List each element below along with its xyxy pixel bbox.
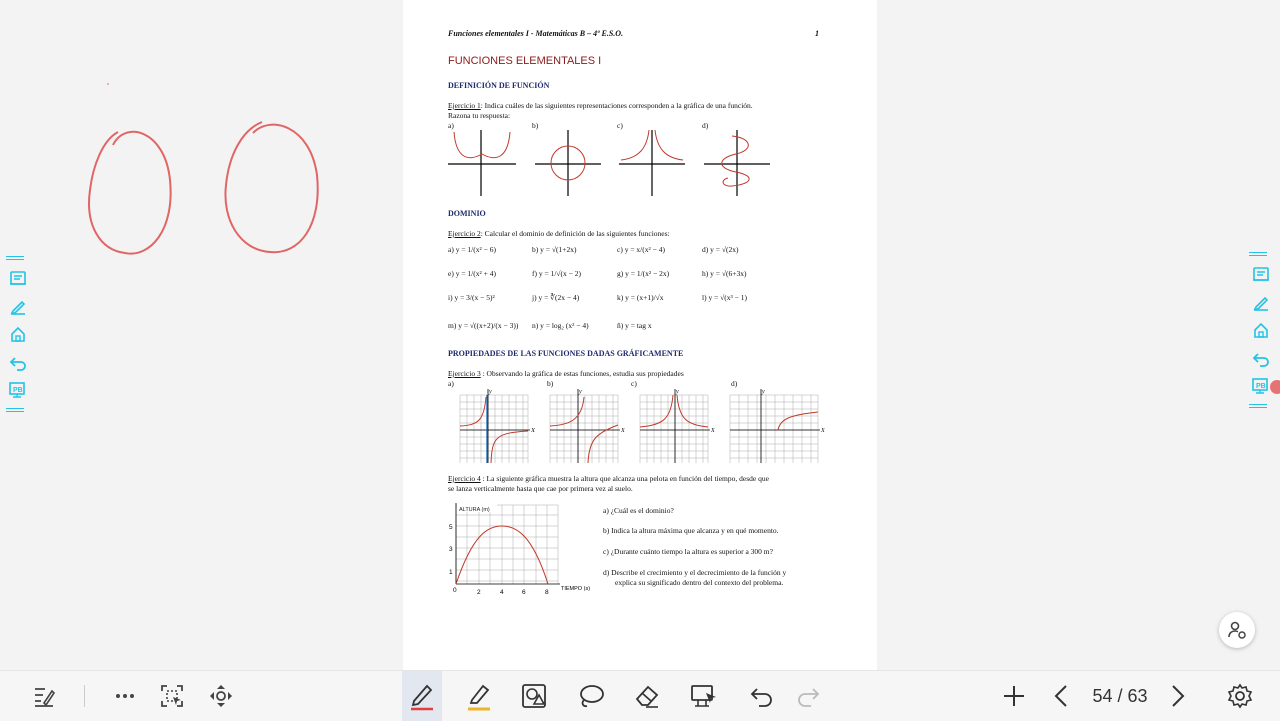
ex1-letter: b) [532, 121, 539, 130]
ex4-x-tick: 8 [545, 589, 549, 596]
function-item: h) y = √(6+3x) [702, 269, 747, 278]
side-divider [6, 252, 30, 264]
grid-lines [456, 505, 558, 584]
ex3-graph-a [458, 385, 538, 465]
note-icon[interactable] [1249, 260, 1273, 288]
toolbar-divider [84, 685, 85, 707]
undo-icon [749, 684, 775, 708]
function-item: j) y = ∛(2x − 4) [532, 293, 580, 302]
question-c: c) ¿Durante cuánto tiempo la altura es superior a 300 m? [603, 547, 773, 556]
pen-cursor-dot [1270, 380, 1280, 394]
ex1-letter: d) [702, 121, 709, 130]
axis-x-label: X [711, 428, 715, 434]
function-item: c) y = x/(x² − 4) [617, 245, 665, 254]
home-icon[interactable] [1249, 316, 1273, 344]
ex4-x-tick: 6 [522, 589, 526, 596]
collapse-toolbar-icon [31, 683, 57, 709]
select-button[interactable] [152, 671, 192, 721]
ex1-graph-c [617, 128, 687, 198]
bottom-toolbar [0, 670, 1280, 721]
ex4-x-tick: 0 [453, 587, 457, 594]
ex1-letter: a) [448, 121, 454, 130]
function-item: n) y = log₂ (x² − 4) [532, 321, 589, 330]
ex1-graph-a [448, 128, 518, 198]
add-page-button[interactable] [994, 671, 1034, 721]
function-item: i) y = 3/(x − 5)² [448, 293, 495, 302]
function-item: m) y = √((x+2)/(x − 3)) [448, 321, 519, 330]
axis-x-label: X [531, 427, 535, 434]
ex3-letter: b) [547, 379, 554, 388]
ex3-graph-d [728, 385, 828, 465]
ex1-graph-b [533, 128, 603, 198]
grid-lines [640, 395, 708, 463]
settings-button[interactable] [1220, 671, 1260, 721]
annotation-dot [107, 83, 109, 85]
ex3-letter: a) [448, 379, 454, 388]
redo-button[interactable] [788, 671, 828, 721]
ex4-x-title: TIEMPO (s) [561, 586, 591, 592]
axis-x-label: X [621, 428, 625, 434]
axis-y-label: y [676, 389, 679, 395]
move-button[interactable] [201, 671, 241, 721]
ex3-graph-b [548, 385, 628, 465]
running-header: Funciones elementales I - Matemáticas B – 4º E.S.O. [448, 29, 624, 38]
ex4-y-tick: 5 [449, 524, 453, 531]
settings-icon [1227, 683, 1253, 709]
move-icon [208, 683, 234, 709]
grid-lines [730, 395, 818, 463]
page-number: 1 [815, 29, 819, 38]
more-button[interactable] [105, 671, 145, 721]
user-settings-button[interactable] [1219, 612, 1255, 648]
note-icon[interactable] [6, 264, 30, 292]
ex4-y-tick: 1 [449, 569, 453, 576]
lasso-tool-button[interactable] [571, 671, 611, 721]
insert-icon [690, 683, 718, 709]
function-item: l) y = √(x³ − 1) [702, 293, 748, 302]
select-icon [159, 683, 185, 709]
axis-y-label: y [579, 389, 582, 395]
more-icon [113, 684, 137, 708]
pen-tool-button[interactable] [402, 671, 442, 721]
prev-page-button[interactable] [1042, 671, 1082, 721]
back-icon[interactable] [1249, 344, 1273, 372]
ex4-y-title: ALTURA (m) [459, 507, 490, 513]
function-item: k) y = (x+1)/√x [617, 293, 664, 302]
function-item: b) y = √(1+2x) [532, 245, 577, 254]
ex4-x-tick: 4 [500, 589, 504, 596]
exercise-1-text: Ejercicio 1: Indica cuáles de las siguientes representaciones corresponden a la gráfica de una función. [448, 101, 753, 110]
axis-y-label: y [762, 389, 765, 395]
pen-icon[interactable] [1249, 288, 1273, 316]
function-item: e) y = 1/(x² + 4) [448, 269, 496, 278]
ex1-graph-d [702, 128, 772, 198]
svg-text:PB: PB [13, 387, 23, 394]
prev-page-icon [1050, 684, 1074, 708]
axis-y-label: y [489, 389, 492, 395]
redo-icon [795, 684, 821, 708]
left-side-toolbar [6, 252, 30, 416]
user-gear-icon [1227, 620, 1247, 640]
main-title: FUNCIONES ELEMENTALES I [448, 55, 602, 67]
undo-button[interactable] [742, 671, 782, 721]
back-icon[interactable] [6, 348, 30, 376]
function-item: ñ) y = tag x [617, 321, 652, 330]
question-d-cont: explica su significado dentro del contexto del problema. [615, 578, 784, 587]
exercise-4-text2: se lanza verticalmente hasta que cae por primera vez al suelo. [448, 484, 633, 493]
shape-icon [521, 683, 547, 709]
home-icon[interactable] [6, 320, 30, 348]
exercise-4-text: Ejercicio 4 : La siguiente gráfica muestra la altura que alcanza una pelota en función del tiempo, desde que [448, 474, 769, 483]
question-d: d) Describe el crecimiento y el decrecimiento de la función y [603, 568, 787, 577]
ex1-letter: c) [617, 121, 623, 130]
add-page-icon [1002, 684, 1026, 708]
grid-lines [460, 395, 528, 463]
exercise-1-text2: Razona tu respuesta: [448, 111, 511, 120]
ex4-y-tick: 3 [449, 546, 453, 553]
document-page [403, 0, 877, 670]
ex4-height-graph [448, 500, 598, 596]
collapse-toolbar-button[interactable] [24, 671, 64, 721]
function-item: a) y = 1/(x² − 6) [448, 245, 496, 254]
section-definition: DEFINICIÓN DE FUNCIÓN [448, 81, 550, 90]
ex3-letter: d) [731, 379, 738, 388]
annotation-ellipse-2 [225, 122, 317, 252]
shape-tool-button[interactable] [514, 671, 554, 721]
highlighter-tool-button[interactable] [459, 671, 499, 721]
side-divider [1249, 400, 1273, 412]
annotation-ellipse-1 [89, 132, 171, 254]
question-a: a) ¿Cuál es el dominio? [603, 506, 674, 515]
ex4-x-tick: 2 [477, 589, 481, 596]
function-item: g) y = 1/(x² − 2x) [617, 269, 670, 278]
next-page-icon [1165, 684, 1189, 708]
section-domain: DOMINIO [448, 209, 486, 218]
lasso-icon [577, 683, 605, 709]
eraser-icon [634, 683, 660, 709]
insert-tool-button[interactable] [684, 671, 724, 721]
side-divider [1249, 248, 1273, 260]
slide-icon[interactable] [6, 376, 30, 404]
pen-icon[interactable] [6, 292, 30, 320]
ex3-letter: c) [631, 379, 637, 388]
pen-icon [409, 681, 435, 711]
question-b: b) Indica la altura máxima que alcanza y en qué momento. [603, 526, 779, 535]
axis-x-label: X [821, 428, 825, 434]
exercise-2-text: Ejercicio 2: Calcular el dominio de definición de las siguientes funciones: [448, 229, 670, 238]
freehand-annotations [0, 0, 403, 670]
ex3-graph-c [638, 385, 718, 465]
side-divider [6, 404, 30, 416]
svg-text:PB: PB [1256, 383, 1266, 390]
eraser-tool-button[interactable] [627, 671, 667, 721]
section-properties: PROPIEDADES DE LAS FUNCIONES DADAS GRÁFICAMENTE [448, 349, 684, 358]
function-item: d) y = √(2x) [702, 245, 739, 254]
page-indicator[interactable]: 54 / 63 [1092, 685, 1148, 706]
next-page-button[interactable] [1157, 671, 1197, 721]
function-item: f) y = 1/√(x − 2) [532, 269, 582, 278]
exercise-3-text: Ejercicio 3 : Observando la gráfica de estas funciones, estudia sus propiedades [448, 369, 684, 378]
highlighter-icon [466, 681, 492, 711]
